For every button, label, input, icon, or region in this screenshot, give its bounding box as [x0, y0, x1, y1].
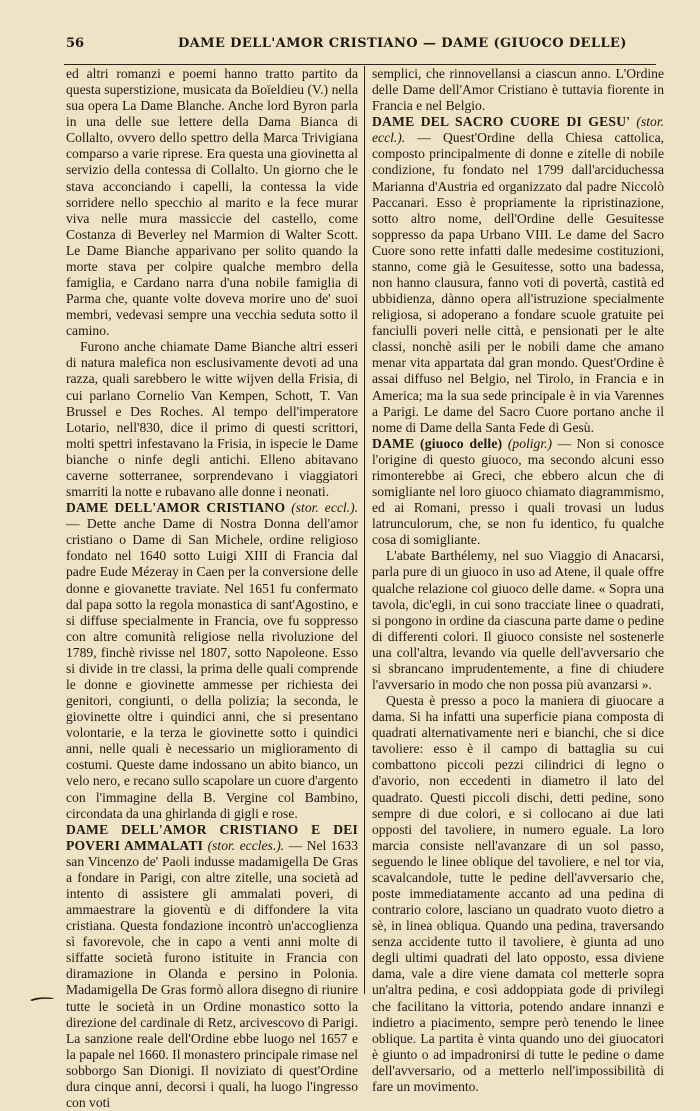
entry-dame-giuoco — [372, 436, 664, 549]
entry-body: — Non si conosce l'origine di questo giuoco, ma secondo alcuni esso rimonterebbe ai Greci, che ebbero alcun che di somigliante nel loro giuoco chiamato diagrammismo, ed ai Romani, presso i quali trovasi un ludus latrunculorum, che, se non fu identico, fu qualche cosa di somigliante. — [372, 435, 664, 548]
paragraph-barthelemy: L'abate Barthélemy, nel suo Viaggio di Anacarsi, parla pure di un giuoco in uso ad Atene, il quale offre qualche relazione col giuoco delle dame. « Sopra una tavola, dic'egli, in cui sono tracciate linee o quadrati, si pongono in ordine da ciascuna parte dame o pedine di differenti colori. Il giuoco consiste nel sostenerle una coll'altra, levando via quelle dell'avversario che si sbrancano imprudentemente, a fine di chiudere l'avversario in modo che non possa più avanzarsi ». — [372, 548, 664, 692]
entry-headword: DAME DELL'AMOR CRISTIANO — [66, 500, 286, 516]
left-column — [66, 66, 358, 1110]
ink-smudge-mark — [30, 996, 54, 1001]
page-number: 56 — [66, 36, 85, 51]
entry-category: (stor. eccl.). — [372, 114, 664, 146]
entry-category: (poligr.) — [507, 435, 553, 451]
right-column — [372, 66, 664, 1094]
paragraph-ordine-cont: semplici, che rinnovellansi a ciascun anno. L'Ordine delle Dame dell'Amor Cristiano è tuttavia fiorente in Francia e nel Belgio. — [372, 66, 664, 114]
paragraph-dama-bianca-cont: ed altri romanzi e poemi hanno tratto partito da questa superstizione, musicata da Boïeldieu (V.) nella sua opera La Dame Blanche. Anche lord Byron parla in una delle sue lettere della Dama Bianca di Collalto, ovvero dello spettro della Marca Trivigiana comparso a varie riprese. Era questa una giovinetta al servizio della contessa di Collalto. Un giorno che le stava acconciando i capelli, la contessa la vide sorridere nello specchio al marito e la fece murar viva nelle mura massiccie del castello, come Costanza di Beverley nel Marmion di Walter Scott. Le Dame Bianche apparivano per solito quando la morte stava per colpire qualche membro della famiglia, e Cardano narra d'una nobile famiglia di Parma che, quante volte doveva morire uno de' suoi membri, vedevasi sempre una vecchia seduta sotto il camino. — [66, 66, 358, 339]
page-header — [0, 30, 700, 60]
entry-category: (stor. eccl.). — [291, 500, 358, 516]
entry-body: — Dette anche Dame di Nostra Donna dell'amor cristiano o Dame di San Michele, ordine religioso fondato nel 1640 sotto Luigi XIII di Francia dal padre Eude Mézeray in Caen per la conversione delle donne e giovanette traviate. Nel 1651 fu confermato dal papa sotto la regola monastica di sant'Agostino, e si diffuse specialmente in Francia, ove fu soppresso con altre comunità religiose nella rivoluzione del 1789, finchè rivisse nel 1807, sotto Napoleone. Esso si divide in tre classi, la prima delle quali comprende le donne e giovinette ammesse per richiesta dei genitori, congiunti, o della polizia; la seconda, le giovinette oltre i quindici anni, che si presentano volontarie, e la terza le giovinette sotto i quindici anni, nelle quali è necessario un miglioramento di costumi. Queste dame indossano un abito bianco, un velo nero, e recano sullo scapolare un cuore d'argento con l'immagine della B. Vergine col Bambino, circondata da una ghirlanda di gigli e rose. — [66, 516, 358, 821]
running-head: DAME DELL'AMOR CRISTIANO — DAME (GIUOCO DELLE) — [178, 36, 627, 51]
entry-headword: DAME DEL SACRO CUORE DI GESU' — [372, 114, 631, 130]
entry-headword: DAME (giuoco delle) — [372, 435, 503, 451]
header-rule — [64, 64, 656, 65]
paragraph-maniera-giuocare: Questa è presso a poco la maniera di giuocare a dama. Si ha infatti una superficie piana composta di quadrati alternativamente neri e bianchi, che si dice tavoliere: esso è il campo di battaglia su cui combattono piccoli pezzi cilindrici di legno o d'avorio, non eccedenti in diametro il lato del quadrato. Questi piccoli dischi, detti pedine, sono sempre di due colori, e si collocano ai due lati opposti del tavoliere, in numero eguale. La loro marcia consiste nell'avanzare di un sol passo, seguendo le linee oblique del tavoliere, e nel tor via, scavalcandole, tutte le pedine dell'avversario che, poste immediatamente accanto ad una pedina di contrario colore, lasciano un quadrato vuoto dietro a sè, in linea obliqua. Quando una pedina, traversando senza accidente tutto il tavoliere, è giunta ad uno degli ultimi quadrati del lato opposto, essa diviene dama, vale a dire viene damata col metterle sopra un'altra pedina, e così addoppiata gode di privilegi che facilitano la vittoria, potendo andare innanzi e indietro a piacimento, sempre però tenendo le linee oblique. La partita è vinta quando uno dei giuocatori è giunto o ad impadronirsi di tutte le pedine o dame dell'avversario, od a metterlo nell'impossibilità di fare un movimento. — [372, 693, 664, 1094]
entry-category: (stor. eccles.). — [207, 837, 285, 853]
paragraph-witte-wijven: Furono anche chiamate Dame Bianche altri esseri di natura malefica non esclusivamente devoti ad una razza, quali sarebbero le witte wijven della Frisia, di cui parlano Cornelio Van Kempen, Schott, T. Van Brussel e Des Roches. Al tempo dell'imperatore Lotario, nell'830, dice il primo di questi scrittori, molti spettri infestavano la Frisia, in ispecie le Dame bianche o ninfe degli antichi. Elleno abitavano caverne sotterranee, sorprendevano i viaggiatori smarriti la notte e rubavano alle donne i neonati. — [66, 339, 358, 500]
entry-dame-sacro-cuore — [372, 114, 664, 436]
entry-dame-amor-cristiano-poveri-ammalati — [66, 822, 358, 1111]
entry-dame-amor-cristiano — [66, 500, 358, 822]
entry-body: — Quest'Ordine della Chiesa cattolica, composto principalmente di donne e zitelle di nobile condizione, fu fondato nel 1799 dall'arciduchessa Marianna d'Austria ed organizzato dal padre Niccolò Paccanari. Esso è propriamente la ripristinazione, sotto altro nome, dell'Ordine delle Gesuitesse soppresso da papa Urbano VIII. Le dame del Sacro Cuore sono rette infatti dalle medesime costituzioni, stanno, come già le Gesuitesse, sotto una badessa, non hanno clausura, fanno voti di povertà, castità ed ubbidienza, dànno opera all'istruzione specialmente religiosa, si adoperano a fondare scuole gratuite pei fanciulli poveri nelle città, e pensionati per le alte classi, nonchè asili per le nobili dame che amano menar vita appartata dal gran mondo. Quest'Ordine è assai diffuso nel Belgio, nel Tirolo, in Francia e in America; ma la sua sede principale è in via Varennes a Parigi. Le dame del Sacro Cuore portano anche il nome di Dame della Santa Fede di Gesù. — [372, 130, 664, 435]
column-divider — [364, 66, 365, 994]
entry-body: — Nel 1633 san Vincenzo de' Paoli indusse madamigella De Gras a fondare in Parigi, con altre zitelle, una società ad intento di assistere gli ammalati poveri, di ammaestrare la gioventù e di diffondere la vita cristiana. Questa fondazione incontrò un'accoglienza sì favorevole, che in capo a venti anni molte di siffatte società furono istituite in Francia con diramazione in Olanda e persino in Polonia. Madamigella De Gras formò allora disegno di riunire tutte le società in un Ordine monastico sotto la direzione del cardinale di Retz, arcivescovo di Parigi. La sanzione reale dell'Ordine ebbe luogo nel 1657 e la papale nel 1660. Il monastero principale rimase nel sobborgo San Dionigi. Il noviziato di quest'Ordine dura cinque anni, decorsi i quali, ha luogo l'ingresso con voti — [66, 837, 358, 1110]
entry-headword: DAME DELL'AMOR CRISTIANO E DEI POVERI AMMALATI — [66, 821, 358, 853]
